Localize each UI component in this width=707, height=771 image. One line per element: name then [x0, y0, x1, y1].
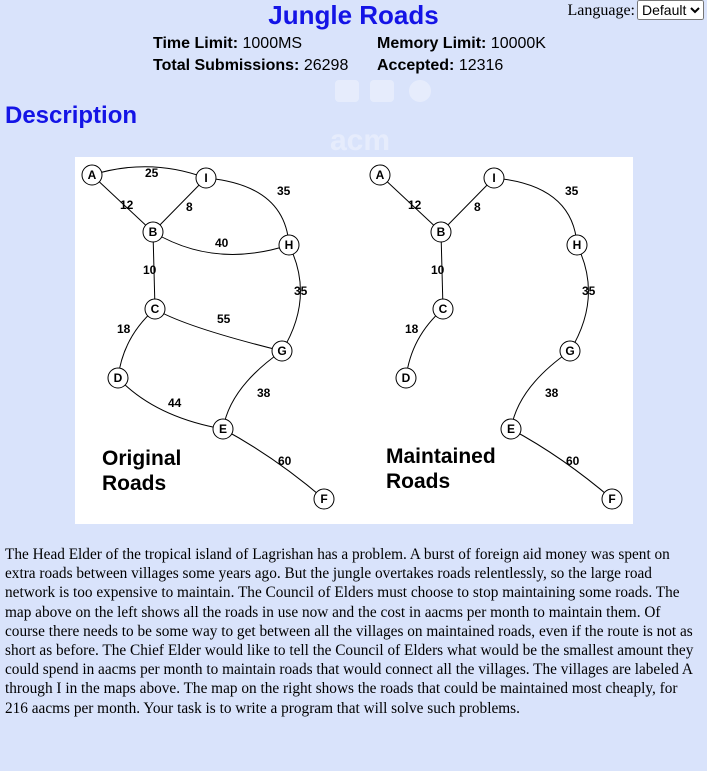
road-cost-label: 60 — [566, 454, 580, 468]
road-cost-label: 18 — [405, 322, 419, 336]
road-cost-label: 8 — [474, 200, 481, 214]
original-label-line1: Original — [102, 447, 182, 470]
svg-text:acm: acm — [330, 124, 391, 157]
road-cost-label: 18 — [117, 322, 131, 336]
language-label: Language: — [567, 2, 635, 19]
road-b-i — [441, 178, 494, 232]
maintained-label-line2: Roads — [386, 470, 451, 493]
original-label-line2: Roads — [102, 472, 167, 495]
roads-figure — [75, 157, 633, 524]
road-h-g — [282, 245, 300, 351]
village-label: I — [204, 171, 208, 185]
road-cost-label: 35 — [565, 184, 579, 198]
village-label: F — [320, 492, 328, 506]
description-heading: Description — [5, 102, 138, 129]
road-c-d — [406, 309, 443, 378]
road-cost-label: 8 — [186, 200, 193, 214]
village-label: H — [284, 238, 294, 252]
road-cost-label: 35 — [294, 284, 308, 298]
village-label: E — [506, 422, 516, 436]
accepted-label: Accepted: — [377, 57, 455, 74]
road-e-f — [223, 429, 324, 499]
time-limit-label: Time Limit: — [153, 35, 239, 52]
road-cost-label: 60 — [278, 454, 292, 468]
road-cost-label: 35 — [582, 284, 596, 298]
road-e-f — [511, 429, 612, 499]
road-cost-label: 10 — [431, 263, 445, 277]
road-cost-label: 12 — [120, 198, 134, 212]
submissions-label: Total Submissions: — [153, 57, 300, 74]
village-label: G — [565, 344, 575, 358]
acm-watermark — [330, 80, 510, 165]
village-label: C — [150, 302, 160, 316]
submissions-value: 26298 — [303, 57, 349, 74]
village-label: F — [608, 492, 616, 506]
road-cost-label: 40 — [215, 236, 229, 250]
road-cost-label: 25 — [145, 166, 159, 180]
road-cost-label: 12 — [408, 198, 422, 212]
description-text: The Head Elder of the tropical island of Lagrishan has a problem. A burst of foreign aid money was spent on extra roads between villages some years ago. But the jungle overtakes roads relentlessly, so the large road network is too expensive to maintain. The Council of Elders must choose to stop maintaining some roads. The map above on the left shows all the roads in use now and the cost in aacms per month to maintain them. Of course there needs to be some way to get between all the villages on maintained roads, even if the route is not as short as before. The Chief Elder would like to tell the Council of Elders what would be the smallest amount they could spend in aacms per month to maintain roads that would connect all the villages. The villages are labeled A through I in the maps above. The map on the right shows the roads that could be maintained most cheaply, for 216 aacms per month. Your task is to write a program that will solve such problems. — [5, 546, 694, 717]
road-g-e — [223, 351, 282, 429]
road-cost-label: 35 — [277, 184, 291, 198]
village-label: H — [572, 238, 582, 252]
village-label: A — [375, 168, 385, 182]
road-cost-label: 55 — [217, 312, 231, 326]
village-label: G — [277, 344, 287, 358]
maintained-label-line1: Maintained — [386, 445, 496, 468]
road-b-i — [153, 178, 206, 232]
road-h-g — [570, 245, 588, 351]
language-selector — [567, 0, 704, 20]
road-cost-label: 38 — [257, 386, 271, 400]
village-label: B — [436, 225, 446, 239]
road-cost-label: 10 — [143, 263, 157, 277]
time-limit-value: 1000MS — [242, 35, 303, 52]
language-dropdown[interactable] — [637, 0, 704, 20]
village-label: C — [438, 302, 448, 316]
memory-limit-label: Memory Limit: — [377, 35, 487, 52]
village-label: B — [148, 225, 158, 239]
memory-limit-value: 10000K — [490, 35, 546, 52]
village-label: E — [218, 422, 228, 436]
accepted-value: 12316 — [458, 57, 504, 74]
road-cost-label: 38 — [545, 386, 559, 400]
village-label: D — [401, 371, 411, 385]
village-label: A — [87, 168, 97, 182]
village-label: I — [492, 171, 496, 185]
road-g-e — [511, 351, 570, 429]
problem-title: Jungle Roads — [268, 0, 439, 30]
road-c-d — [118, 309, 155, 378]
problem-limits — [153, 33, 546, 77]
road-cost-label: 44 — [168, 396, 182, 410]
village-label: D — [113, 371, 123, 385]
